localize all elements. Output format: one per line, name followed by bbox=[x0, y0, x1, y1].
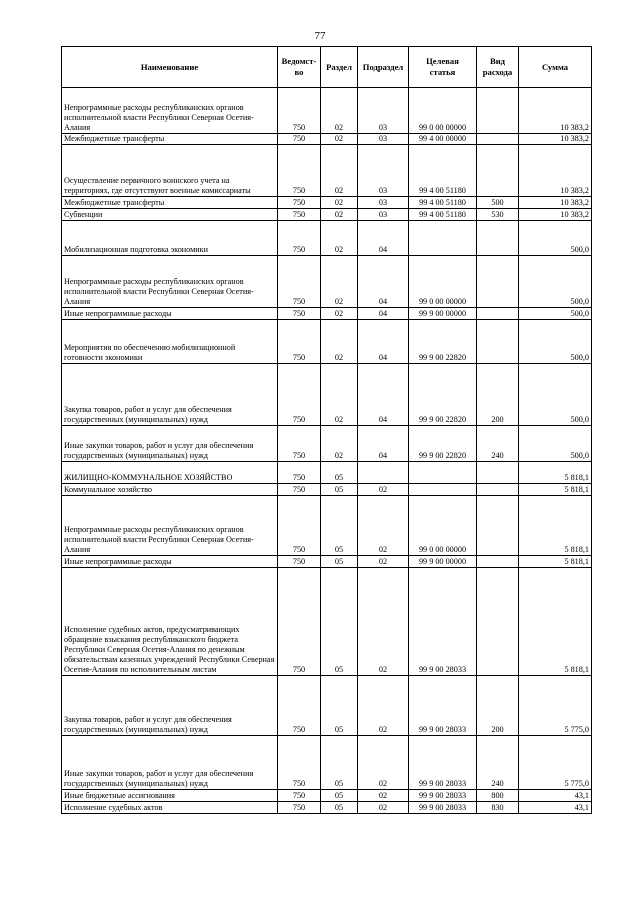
row-sum: 500,0 bbox=[519, 426, 592, 462]
row-name: Исполнение судебных актов bbox=[62, 802, 278, 814]
row-subsection: 02 bbox=[358, 496, 409, 556]
row-subsection: 02 bbox=[358, 568, 409, 676]
table-row bbox=[62, 568, 592, 676]
row-sum: 5 818,1 bbox=[519, 496, 592, 556]
row-dept: 750 bbox=[278, 197, 321, 209]
row-subsection: 02 bbox=[358, 484, 409, 496]
row-subsection: 03 bbox=[358, 134, 409, 145]
table-row bbox=[62, 256, 592, 308]
header-sum: Сумма bbox=[519, 47, 592, 88]
row-sum: 5 818,1 bbox=[519, 568, 592, 676]
row-sum: 5 775,0 bbox=[519, 736, 592, 790]
table-row bbox=[62, 462, 592, 484]
row-dept: 750 bbox=[278, 88, 321, 134]
row-name: Непрограммные расходы республиканских органов исполнительной власти Республики Северная Осетия-Алания bbox=[62, 256, 278, 308]
row-section: 02 bbox=[321, 426, 358, 462]
row-dept: 750 bbox=[278, 462, 321, 484]
row-section: 05 bbox=[321, 568, 358, 676]
row-sum: 500,0 bbox=[519, 308, 592, 320]
row-sum: 5 818,1 bbox=[519, 462, 592, 484]
row-type: 800 bbox=[477, 790, 519, 802]
row-dept: 750 bbox=[278, 426, 321, 462]
row-section: 02 bbox=[321, 209, 358, 221]
row-dept: 750 bbox=[278, 496, 321, 556]
row-name: Закупка товаров, работ и услуг для обеспечения государственных (муниципальных) нужд bbox=[62, 676, 278, 736]
row-name: Иные непрограммные расходы bbox=[62, 556, 278, 568]
table-row bbox=[62, 426, 592, 462]
row-name: Межбюджетные трансферты bbox=[62, 197, 278, 209]
row-dept: 750 bbox=[278, 802, 321, 814]
row-name: Иные закупки товаров, работ и услуг для обеспечения государственных (муниципальных) нужд bbox=[62, 736, 278, 790]
row-section: 02 bbox=[321, 197, 358, 209]
row-target: 99 0 00 00000 bbox=[409, 256, 477, 308]
header-dept: Ведомст- во bbox=[278, 47, 321, 88]
row-target: 99 9 00 22820 bbox=[409, 320, 477, 364]
row-target: 99 4 00 00000 bbox=[409, 134, 477, 145]
row-section: 02 bbox=[321, 134, 358, 145]
row-target bbox=[409, 484, 477, 496]
row-section: 02 bbox=[321, 308, 358, 320]
row-section: 05 bbox=[321, 790, 358, 802]
row-name: Закупка товаров, работ и услуг для обеспечения государственных (муниципальных) нужд bbox=[62, 364, 278, 426]
row-dept: 750 bbox=[278, 209, 321, 221]
row-subsection bbox=[358, 462, 409, 484]
table-row bbox=[62, 736, 592, 790]
row-dept: 750 bbox=[278, 484, 321, 496]
row-type: 240 bbox=[477, 426, 519, 462]
row-sum: 43,1 bbox=[519, 802, 592, 814]
row-dept: 750 bbox=[278, 736, 321, 790]
row-type: 530 bbox=[477, 209, 519, 221]
row-section: 02 bbox=[321, 256, 358, 308]
row-type bbox=[477, 256, 519, 308]
table-row bbox=[62, 364, 592, 426]
row-name: Коммунальное хозяйство bbox=[62, 484, 278, 496]
row-section: 02 bbox=[321, 221, 358, 256]
row-type bbox=[477, 462, 519, 484]
row-section: 05 bbox=[321, 462, 358, 484]
row-dept: 750 bbox=[278, 320, 321, 364]
row-sum: 5 818,1 bbox=[519, 556, 592, 568]
row-target: 99 9 00 28033 bbox=[409, 736, 477, 790]
table-row bbox=[62, 676, 592, 736]
row-type bbox=[477, 496, 519, 556]
table-row bbox=[62, 197, 592, 209]
row-type: 200 bbox=[477, 364, 519, 426]
table-row bbox=[62, 209, 592, 221]
row-subsection: 02 bbox=[358, 556, 409, 568]
row-section: 05 bbox=[321, 736, 358, 790]
row-subsection: 02 bbox=[358, 676, 409, 736]
row-subsection: 03 bbox=[358, 197, 409, 209]
row-name: ЖИЛИЩНО-КОММУНАЛЬНОЕ ХОЗЯЙСТВО bbox=[62, 462, 278, 484]
row-type bbox=[477, 320, 519, 364]
table-row bbox=[62, 134, 592, 145]
row-name: Осуществление первичного воинского учета на территориях, где отсутствуют военные комиссариаты bbox=[62, 145, 278, 197]
row-dept: 750 bbox=[278, 676, 321, 736]
row-dept: 750 bbox=[278, 256, 321, 308]
table-row bbox=[62, 221, 592, 256]
row-section: 05 bbox=[321, 802, 358, 814]
row-section: 02 bbox=[321, 145, 358, 197]
row-name: Субвенции bbox=[62, 209, 278, 221]
page-number: 77 bbox=[314, 30, 326, 42]
row-dept: 750 bbox=[278, 556, 321, 568]
row-name: Непрограммные расходы республиканских органов исполнительной власти Республики Северная Осетия-Алания bbox=[62, 496, 278, 556]
row-subsection: 03 bbox=[358, 145, 409, 197]
row-target: 99 4 00 51180 bbox=[409, 197, 477, 209]
row-dept: 750 bbox=[278, 221, 321, 256]
header-type: Вид расхода bbox=[477, 47, 519, 88]
header-section: Раздел bbox=[321, 47, 358, 88]
table-row bbox=[62, 790, 592, 802]
row-subsection: 03 bbox=[358, 209, 409, 221]
table-row bbox=[62, 145, 592, 197]
row-name: Межбюджетные трансферты bbox=[62, 134, 278, 145]
header-target: Целевая статья bbox=[409, 47, 477, 88]
row-type: 830 bbox=[477, 802, 519, 814]
row-dept: 750 bbox=[278, 308, 321, 320]
row-target: 99 9 00 28033 bbox=[409, 802, 477, 814]
row-type bbox=[477, 221, 519, 256]
row-name: Иные бюджетные ассигнования bbox=[62, 790, 278, 802]
row-sum: 5 775,0 bbox=[519, 676, 592, 736]
row-sum: 10 383,2 bbox=[519, 88, 592, 134]
table-row bbox=[62, 802, 592, 814]
row-type bbox=[477, 568, 519, 676]
table-row bbox=[62, 308, 592, 320]
row-type bbox=[477, 308, 519, 320]
row-sum: 500,0 bbox=[519, 364, 592, 426]
row-name: Иные закупки товаров, работ и услуг для обеспечения государственных (муниципальных) нужд bbox=[62, 426, 278, 462]
row-subsection: 04 bbox=[358, 364, 409, 426]
row-sum: 10 383,2 bbox=[519, 145, 592, 197]
header-name: Наименование bbox=[62, 47, 278, 88]
row-section: 05 bbox=[321, 496, 358, 556]
table-row bbox=[62, 496, 592, 556]
row-subsection: 03 bbox=[358, 88, 409, 134]
row-type bbox=[477, 145, 519, 197]
row-type bbox=[477, 134, 519, 145]
row-name: Исполнение судебных актов, предусматривающих обращение взыскания республиканского бюджета Республики Северная Осетия-Алания по денежным обязательствам казенных учреждений Республики Северная Осетия-Алания по исполнительным листам bbox=[62, 568, 278, 676]
row-sum: 500,0 bbox=[519, 256, 592, 308]
row-target: 99 9 00 28033 bbox=[409, 568, 477, 676]
row-name: Непрограммные расходы республиканских органов исполнительной власти Республики Северная Осетия-Алания bbox=[62, 88, 278, 134]
table-row bbox=[62, 88, 592, 134]
table-header-row bbox=[62, 47, 592, 88]
row-subsection: 02 bbox=[358, 802, 409, 814]
row-name: Иные непрограммные расходы bbox=[62, 308, 278, 320]
row-section: 02 bbox=[321, 364, 358, 426]
row-sum: 5 818,1 bbox=[519, 484, 592, 496]
row-target bbox=[409, 462, 477, 484]
row-sum: 43,1 bbox=[519, 790, 592, 802]
row-type: 500 bbox=[477, 197, 519, 209]
row-target: 99 9 00 28033 bbox=[409, 676, 477, 736]
row-dept: 750 bbox=[278, 790, 321, 802]
row-section: 02 bbox=[321, 320, 358, 364]
row-target: 99 4 00 51180 bbox=[409, 209, 477, 221]
row-section: 05 bbox=[321, 484, 358, 496]
row-subsection: 04 bbox=[358, 256, 409, 308]
row-name: Мероприятия по обеспечению мобилизационной готовности экономики bbox=[62, 320, 278, 364]
row-subsection: 04 bbox=[358, 320, 409, 364]
row-type: 200 bbox=[477, 676, 519, 736]
row-sum: 500,0 bbox=[519, 221, 592, 256]
row-target: 99 9 00 22820 bbox=[409, 364, 477, 426]
table-row bbox=[62, 556, 592, 568]
row-dept: 750 bbox=[278, 364, 321, 426]
row-section: 05 bbox=[321, 556, 358, 568]
row-target: 99 9 00 00000 bbox=[409, 556, 477, 568]
row-subsection: 04 bbox=[358, 221, 409, 256]
row-dept: 750 bbox=[278, 568, 321, 676]
row-section: 02 bbox=[321, 88, 358, 134]
row-target: 99 4 00 51180 bbox=[409, 145, 477, 197]
row-subsection: 04 bbox=[358, 426, 409, 462]
row-type: 240 bbox=[477, 736, 519, 790]
row-section: 05 bbox=[321, 676, 358, 736]
row-dept: 750 bbox=[278, 134, 321, 145]
budget-table bbox=[61, 46, 592, 814]
row-target: 99 9 00 22820 bbox=[409, 426, 477, 462]
row-target bbox=[409, 221, 477, 256]
row-type bbox=[477, 556, 519, 568]
table-row bbox=[62, 320, 592, 364]
header-subsection: Подраздел bbox=[358, 47, 409, 88]
row-sum: 500,0 bbox=[519, 320, 592, 364]
row-subsection: 02 bbox=[358, 790, 409, 802]
row-subsection: 04 bbox=[358, 308, 409, 320]
row-type bbox=[477, 484, 519, 496]
row-target: 99 9 00 00000 bbox=[409, 308, 477, 320]
table-row bbox=[62, 484, 592, 496]
row-name: Мобилизационная подготовка экономики bbox=[62, 221, 278, 256]
row-dept: 750 bbox=[278, 145, 321, 197]
row-sum: 10 383,2 bbox=[519, 197, 592, 209]
row-subsection: 02 bbox=[358, 736, 409, 790]
row-target: 99 9 00 28033 bbox=[409, 790, 477, 802]
row-target: 99 0 00 00000 bbox=[409, 496, 477, 556]
row-type bbox=[477, 88, 519, 134]
row-sum: 10 383,2 bbox=[519, 134, 592, 145]
row-target: 99 0 00 00000 bbox=[409, 88, 477, 134]
row-sum: 10 383,2 bbox=[519, 209, 592, 221]
